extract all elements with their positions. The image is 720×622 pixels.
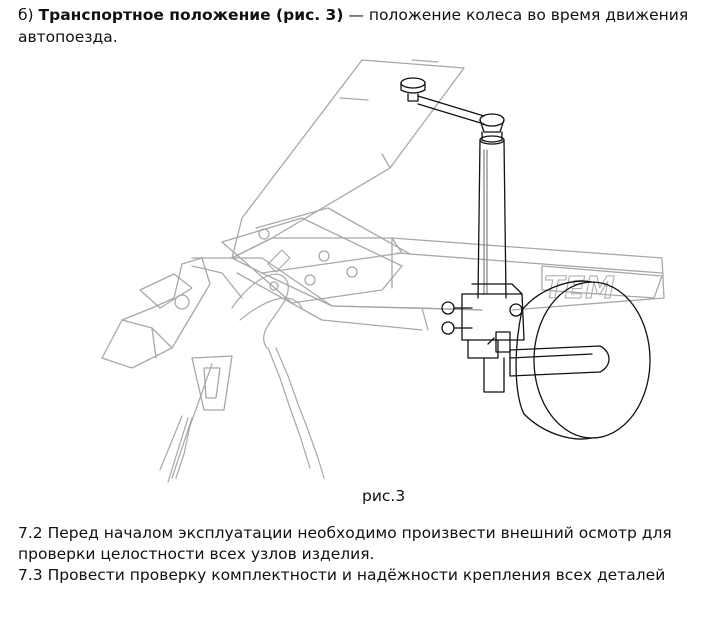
frame-logo: TEM [544, 271, 615, 306]
paragraph-7-2: 7.2 Перед началом эксплуатации необходимо произвести внешний осмотр для проверки целостности всех узлов изделия. [18, 524, 672, 563]
section-text: положение колеса во время движения автопоезда. [18, 6, 689, 46]
paragraph-7-3: 7.3 Провести проверку комплектности и надёжности крепления всех деталей [18, 566, 666, 584]
jockey-wheel-illustration [92, 58, 682, 490]
figure-caption: рис.3 [362, 487, 406, 505]
section-title: Транспортное положение (рис. 3) [38, 6, 344, 24]
safety-chain [160, 250, 324, 482]
coupling-head [102, 258, 242, 368]
section-dash: — [348, 6, 364, 24]
jockey-wheel [401, 78, 650, 439]
section-heading [18, 4, 708, 48]
section-marker: б) [18, 6, 34, 24]
